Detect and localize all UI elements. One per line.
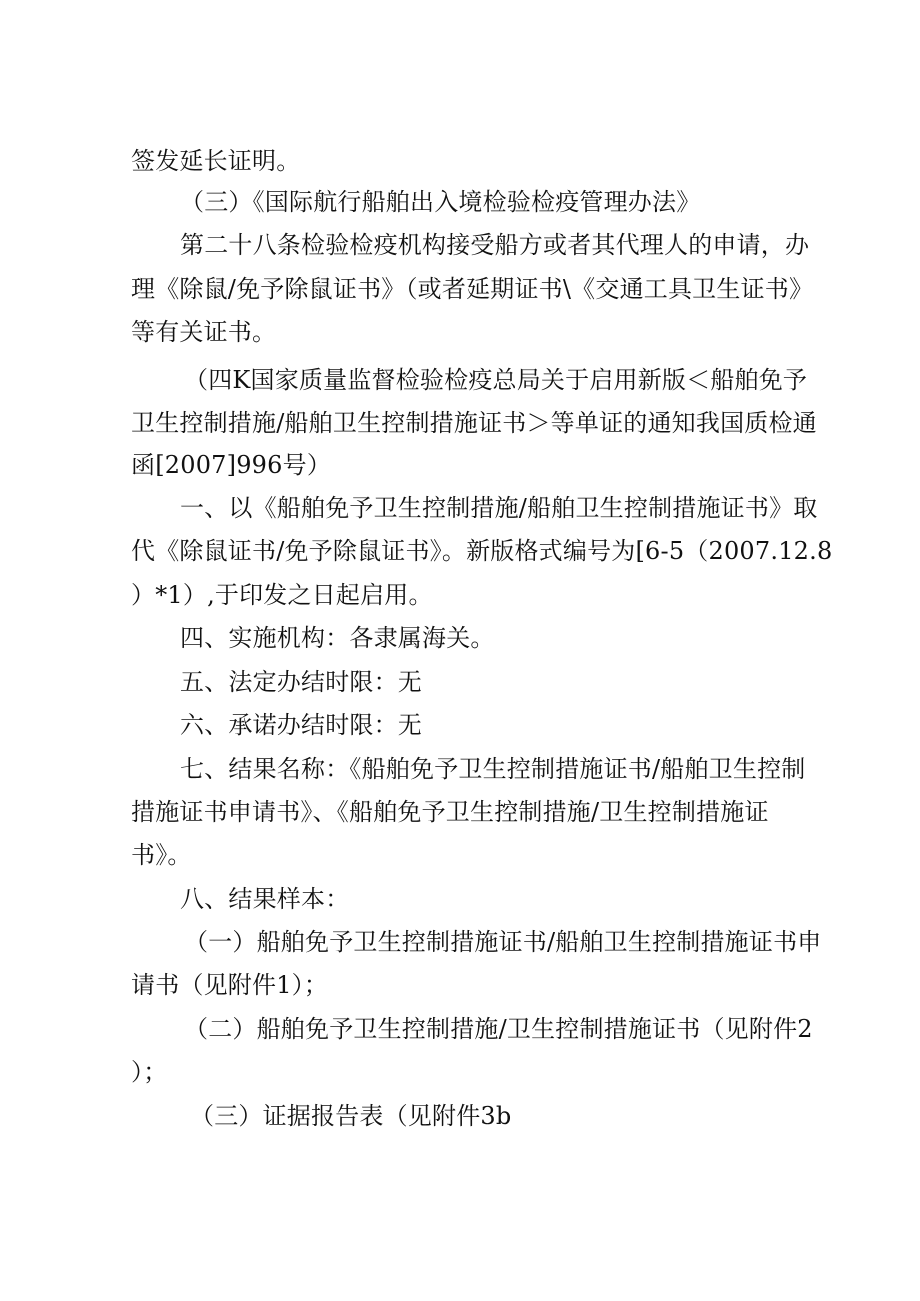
text-line: 代《除鼠证书/免予除鼠证书》。新版格式编号为[6-5（2007.12.8	[131, 537, 833, 565]
text-line: 七、结果名称：《船舶免予卫生控制措施证书/船舶卫生控制	[180, 755, 806, 783]
text-line: 签发延长证明。	[131, 147, 301, 175]
list-item: （三）证据报告表（见附件3b	[190, 1102, 512, 1130]
text-line: 等有关证书。	[131, 318, 277, 346]
text-line: 六、承诺办结时限：无	[180, 711, 422, 739]
text-line: 卫生控制措施/船舶卫生控制措施证书＞等单证的通知我国质检通	[131, 409, 817, 437]
text-line: 函[2007]996号）	[131, 451, 332, 479]
text-line: 理《除鼠/免予除鼠证书》（或者延期证书\《交通工具卫生证书》	[131, 275, 814, 303]
section-heading: （四K国家质量监督检验检疫总局关于启用新版＜船舶免予	[184, 366, 808, 394]
section-heading: （三）《国际航行船舶出入境检验检疫管理办法》	[180, 188, 701, 216]
text-line: 八、结果样本：	[180, 885, 350, 913]
text-line: 一、以《船舶免予卫生控制措施/船舶卫生控制措施证书》取	[180, 494, 818, 522]
list-item: （一）船舶免予卫生控制措施证书/船舶卫生控制措施证书申	[184, 928, 822, 956]
text-line: 措施证书申请书》、《船舶免予卫生控制措施/卫生控制措施证	[131, 798, 769, 826]
text-line: 书》。	[131, 841, 192, 869]
text-line: ）*1）,于印发之日起启用。	[131, 581, 433, 609]
text-line: 五、法定办结时限：无	[180, 668, 422, 696]
text-line: 四、实施机构：各隶属海关。	[180, 624, 495, 652]
list-item: （二）船舶免予卫生控制措施/卫生控制措施证书（见附件2	[184, 1015, 813, 1043]
text-line: 第二十八条检验检疫机构接受船方或者其代理人的申请，办	[180, 231, 810, 259]
text-line: 请书（见附件1）；	[131, 971, 329, 999]
text-line: ）；	[131, 1058, 168, 1086]
